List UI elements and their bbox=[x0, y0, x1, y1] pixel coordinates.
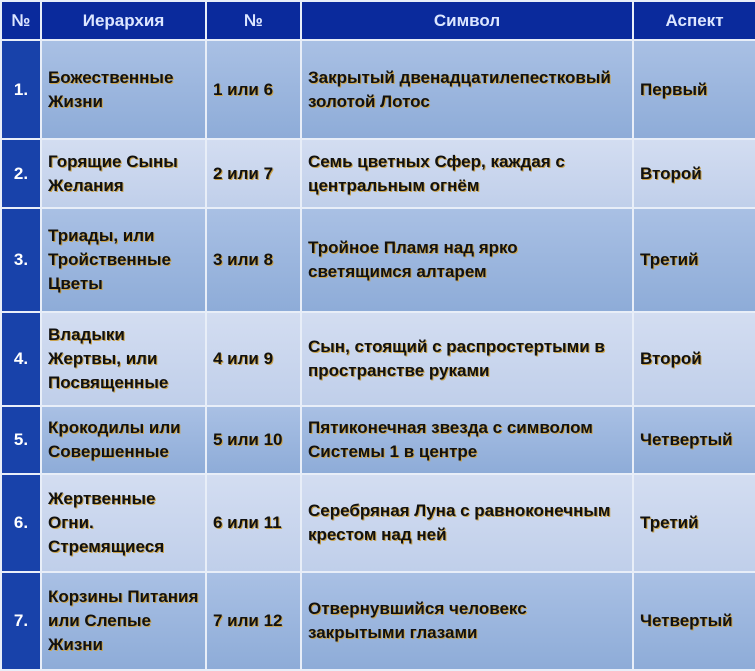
table-row bbox=[1, 139, 755, 208]
aspect-cell: Второй bbox=[633, 139, 755, 208]
row-number: 1. bbox=[1, 40, 41, 139]
symbol-cell: Пятиконечная звезда с символом Системы 1 в центре bbox=[301, 406, 633, 474]
number-cell: 3 или 8 bbox=[206, 208, 301, 312]
number-cell: 4 или 9 bbox=[206, 312, 301, 406]
table-row bbox=[1, 312, 755, 406]
row-number: 5. bbox=[1, 406, 41, 474]
symbol-cell: Серебряная Луна с равноконечным крестом над ней bbox=[301, 474, 633, 572]
hierarchy-cell: Триады, или Тройственные Цветы bbox=[41, 208, 206, 312]
hierarchy-cell: Крокодилы или Совершенные bbox=[41, 406, 206, 474]
aspect-cell: Третий bbox=[633, 208, 755, 312]
row-number: 3. bbox=[1, 208, 41, 312]
header-symbol: Символ bbox=[301, 1, 633, 40]
number-cell: 2 или 7 bbox=[206, 139, 301, 208]
table-row bbox=[1, 572, 755, 670]
header-aspect: Аспект bbox=[633, 1, 755, 40]
aspect-cell: Первый bbox=[633, 40, 755, 139]
number-cell: 7 или 12 bbox=[206, 572, 301, 670]
row-number: 4. bbox=[1, 312, 41, 406]
table-row bbox=[1, 406, 755, 474]
symbol-cell: Тройное Пламя над ярко светящимся алтарем bbox=[301, 208, 633, 312]
header-number-2: № bbox=[206, 1, 301, 40]
header-hierarchy: Иерархия bbox=[41, 1, 206, 40]
row-number: 7. bbox=[1, 572, 41, 670]
symbol-cell: Отвернувшийся человекс закрытыми глазами bbox=[301, 572, 633, 670]
hierarchy-cell: Горящие Сыны Желания bbox=[41, 139, 206, 208]
symbol-cell: Семь цветных Сфер, каждая с центральным огнём bbox=[301, 139, 633, 208]
aspect-cell: Третий bbox=[633, 474, 755, 572]
number-cell: 1 или 6 bbox=[206, 40, 301, 139]
row-number: 6. bbox=[1, 474, 41, 572]
number-cell: 6 или 11 bbox=[206, 474, 301, 572]
header-row bbox=[1, 1, 755, 40]
hierarchy-cell: Владыки Жертвы, или Посвященные bbox=[41, 312, 206, 406]
aspect-cell: Четвертый bbox=[633, 406, 755, 474]
aspect-cell: Второй bbox=[633, 312, 755, 406]
aspect-cell: Четвертый bbox=[633, 572, 755, 670]
hierarchy-cell: Жертвенные Огни. Стремящиеся bbox=[41, 474, 206, 572]
header-number: № bbox=[1, 1, 41, 40]
row-number: 2. bbox=[1, 139, 41, 208]
hierarchy-cell: Корзины Питания или Слепые Жизни bbox=[41, 572, 206, 670]
number-cell: 5 или 10 bbox=[206, 406, 301, 474]
table-row bbox=[1, 208, 755, 312]
table-row bbox=[1, 40, 755, 139]
table-row bbox=[1, 474, 755, 572]
symbol-cell: Закрытый двенадцатилепестковый золотой Лотос bbox=[301, 40, 633, 139]
symbol-cell: Сын, стоящий с распростертыми в пространстве руками bbox=[301, 312, 633, 406]
hierarchy-cell: Божественные Жизни bbox=[41, 40, 206, 139]
